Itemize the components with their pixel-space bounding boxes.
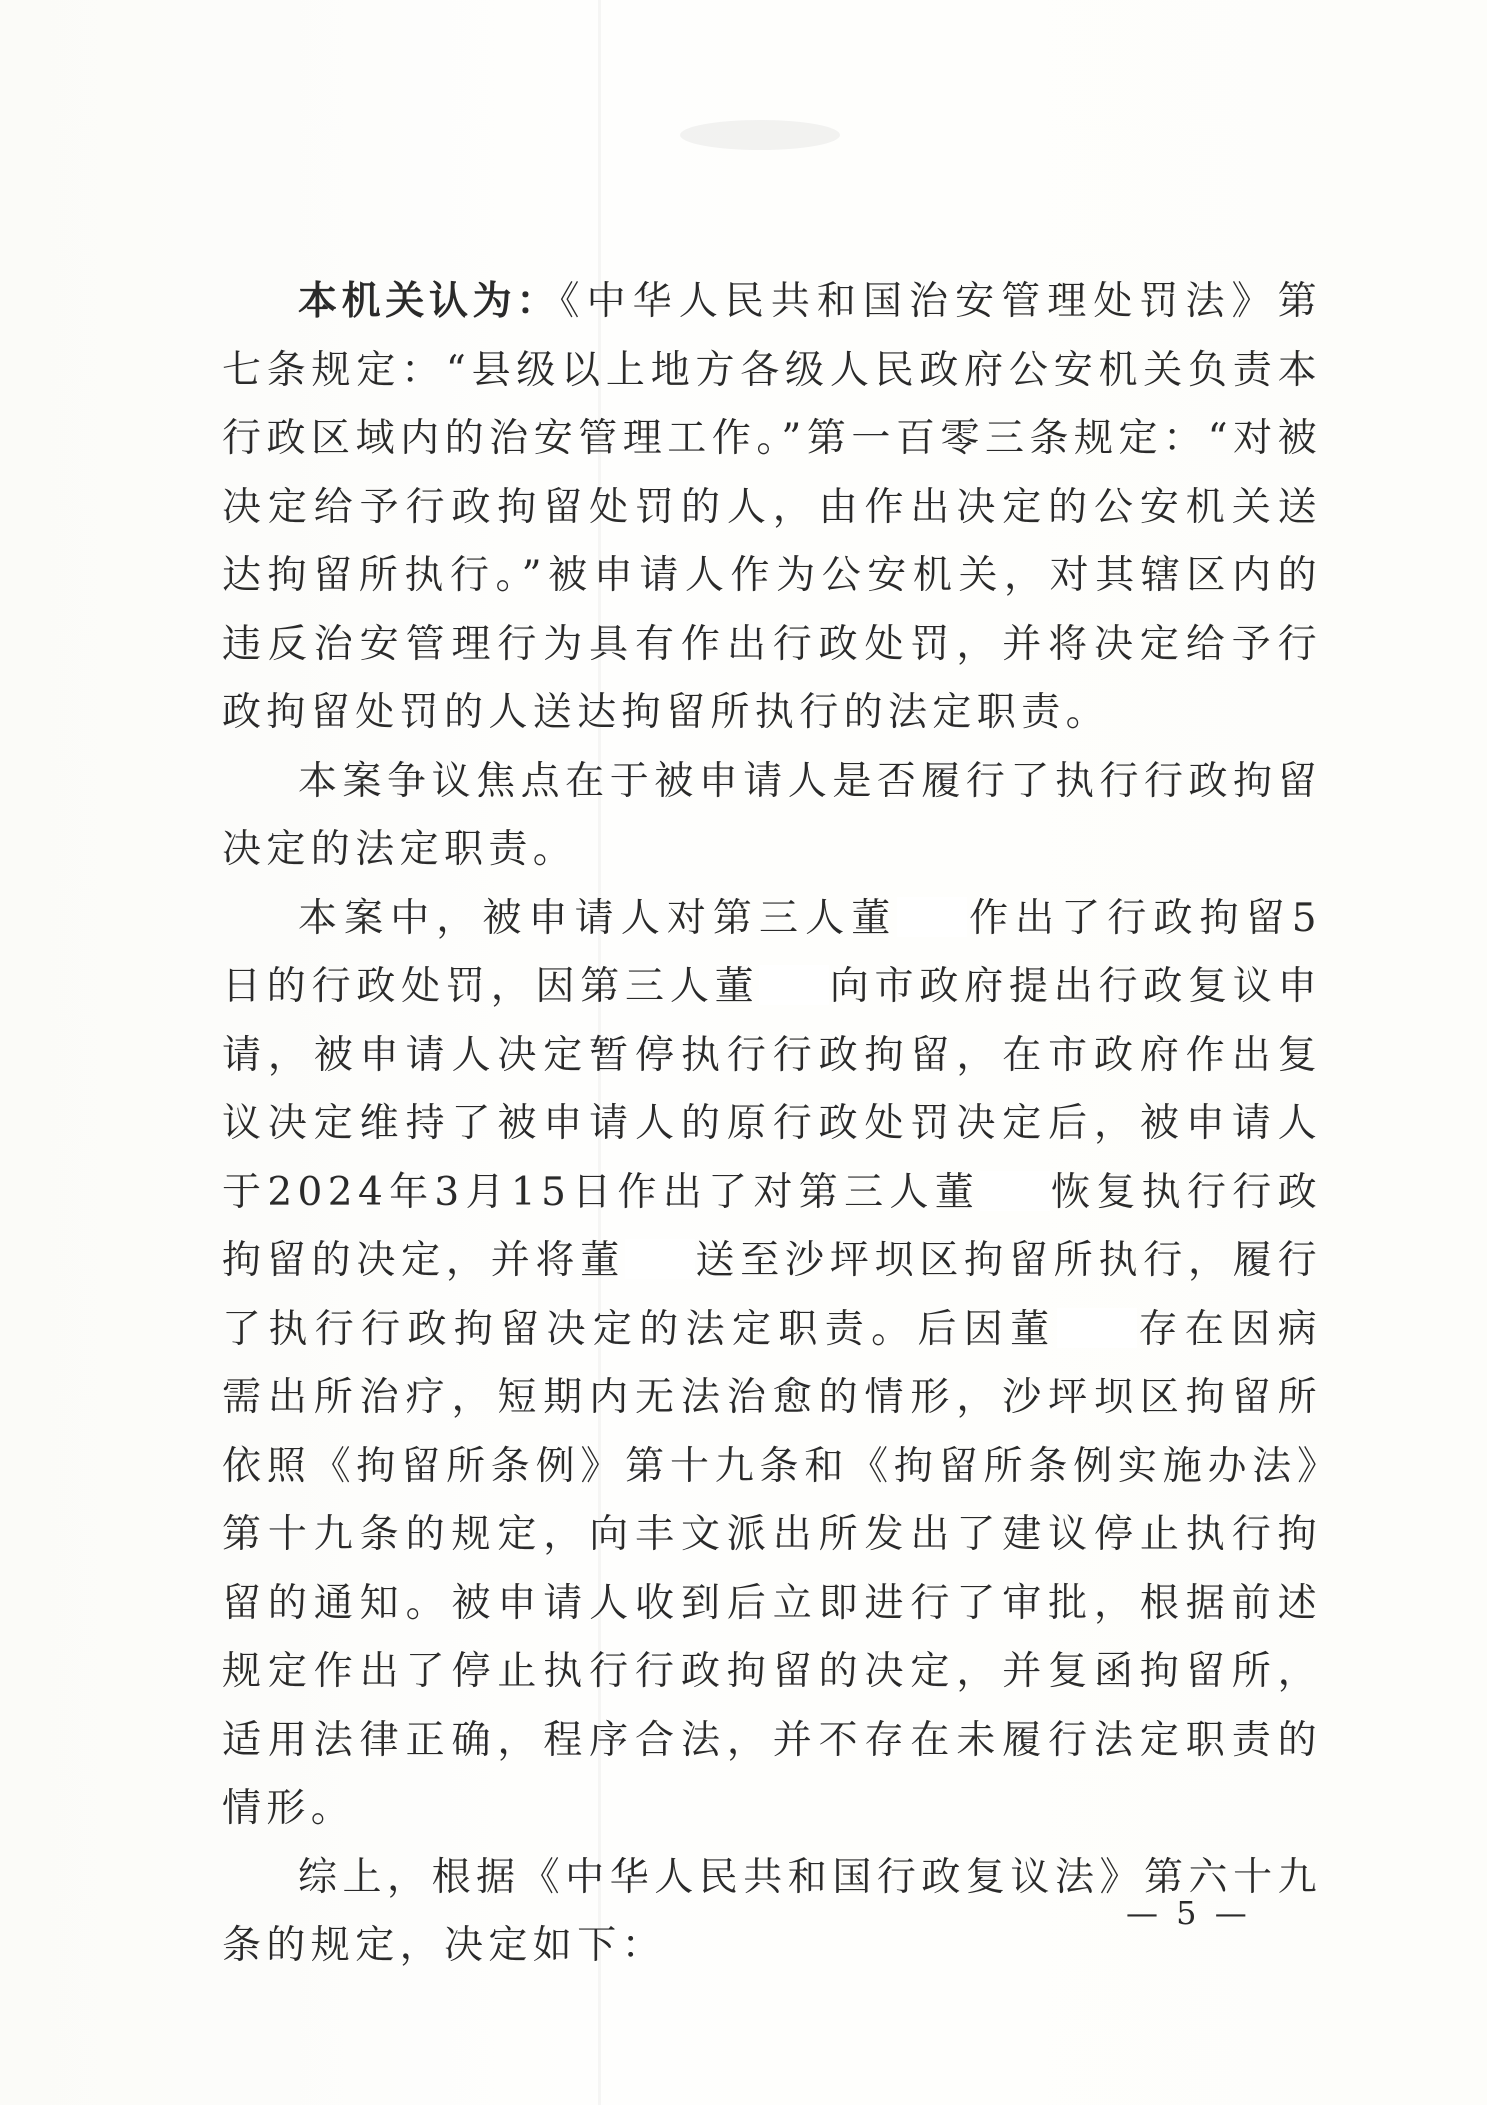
redaction-mark <box>1057 1308 1137 1348</box>
paragraph-segment: 向市政府提出行政复议申请，被申请人决定暂停执行行政拘留，在市政府作出复议决定维持了被申请人的原行政处罚决定后，被申请人于2024年3月15日作出了对第三人董 <box>222 964 1322 1215</box>
paragraph-text: 《中华人民共和国治安管理处罚法》第七条规定：“县级以上地方各级人民政府公安机关负责本行政区域内的治安管理工作。”第一百零三条规定：“对被决定给予行政拘留处罚的人，由作出决定的公安机关送达拘留所执行。”被申请人作为公安机关，对其辖区内的违反治安管理行为具有作出行政处罚，并将决定给予行政拘留处罚的人送达拘留所执行的法定职责。 <box>222 279 1322 735</box>
paragraph-text: 综上，根据《中华人民共和国行政复议法》第六十九条的规定，决定如下： <box>222 1854 1322 1968</box>
paragraph-segment: 恢复执行行政拘留的决定，并将董 <box>222 1169 1322 1283</box>
page-number: — 5 — <box>1126 1894 1251 1932</box>
redaction-mark <box>980 1171 1050 1211</box>
paragraph-lead: 本机关认为： <box>298 279 561 324</box>
paragraph-segment: 本案中，被申请人对第三人董 <box>298 895 898 941</box>
paragraph-segment: 送至沙坪坝区拘留所执行，履行了执行行政拘留决定的法定职责。后因董 <box>222 1238 1322 1352</box>
paragraph-segment: 作出了行政拘留5日的行政处罚，因第三人董 <box>222 895 1323 1009</box>
paragraph-case-facts <box>222 885 1322 1844</box>
paragraph-opinion <box>222 268 1322 748</box>
paragraph-text: 本案争议焦点在于被申请人是否履行了执行行政拘留决定的法定职责。 <box>222 758 1322 872</box>
paragraph-dispute-focus <box>222 748 1322 885</box>
redaction-mark <box>759 965 829 1005</box>
redaction-mark <box>897 897 967 937</box>
redaction-mark <box>625 1239 695 1279</box>
document-body <box>222 268 1322 1981</box>
scan-smudge <box>680 120 840 150</box>
paragraph-segment: 存在因病需出所治疗，短期内无法治愈的情形，沙坪坝区拘留所依照《拘留所条例》第十九条和《拘留所条例实施办法》第十九条的规定，向丰文派出所发出了建议停止执行拘留的通知。被申请人收到后立即进行了审批，根据前述规定作出了停止执行行政拘留的决定，并复函拘留所，适用法律正确，程序合法，并不存在未履行法定职责的情形。 <box>222 1306 1322 1831</box>
